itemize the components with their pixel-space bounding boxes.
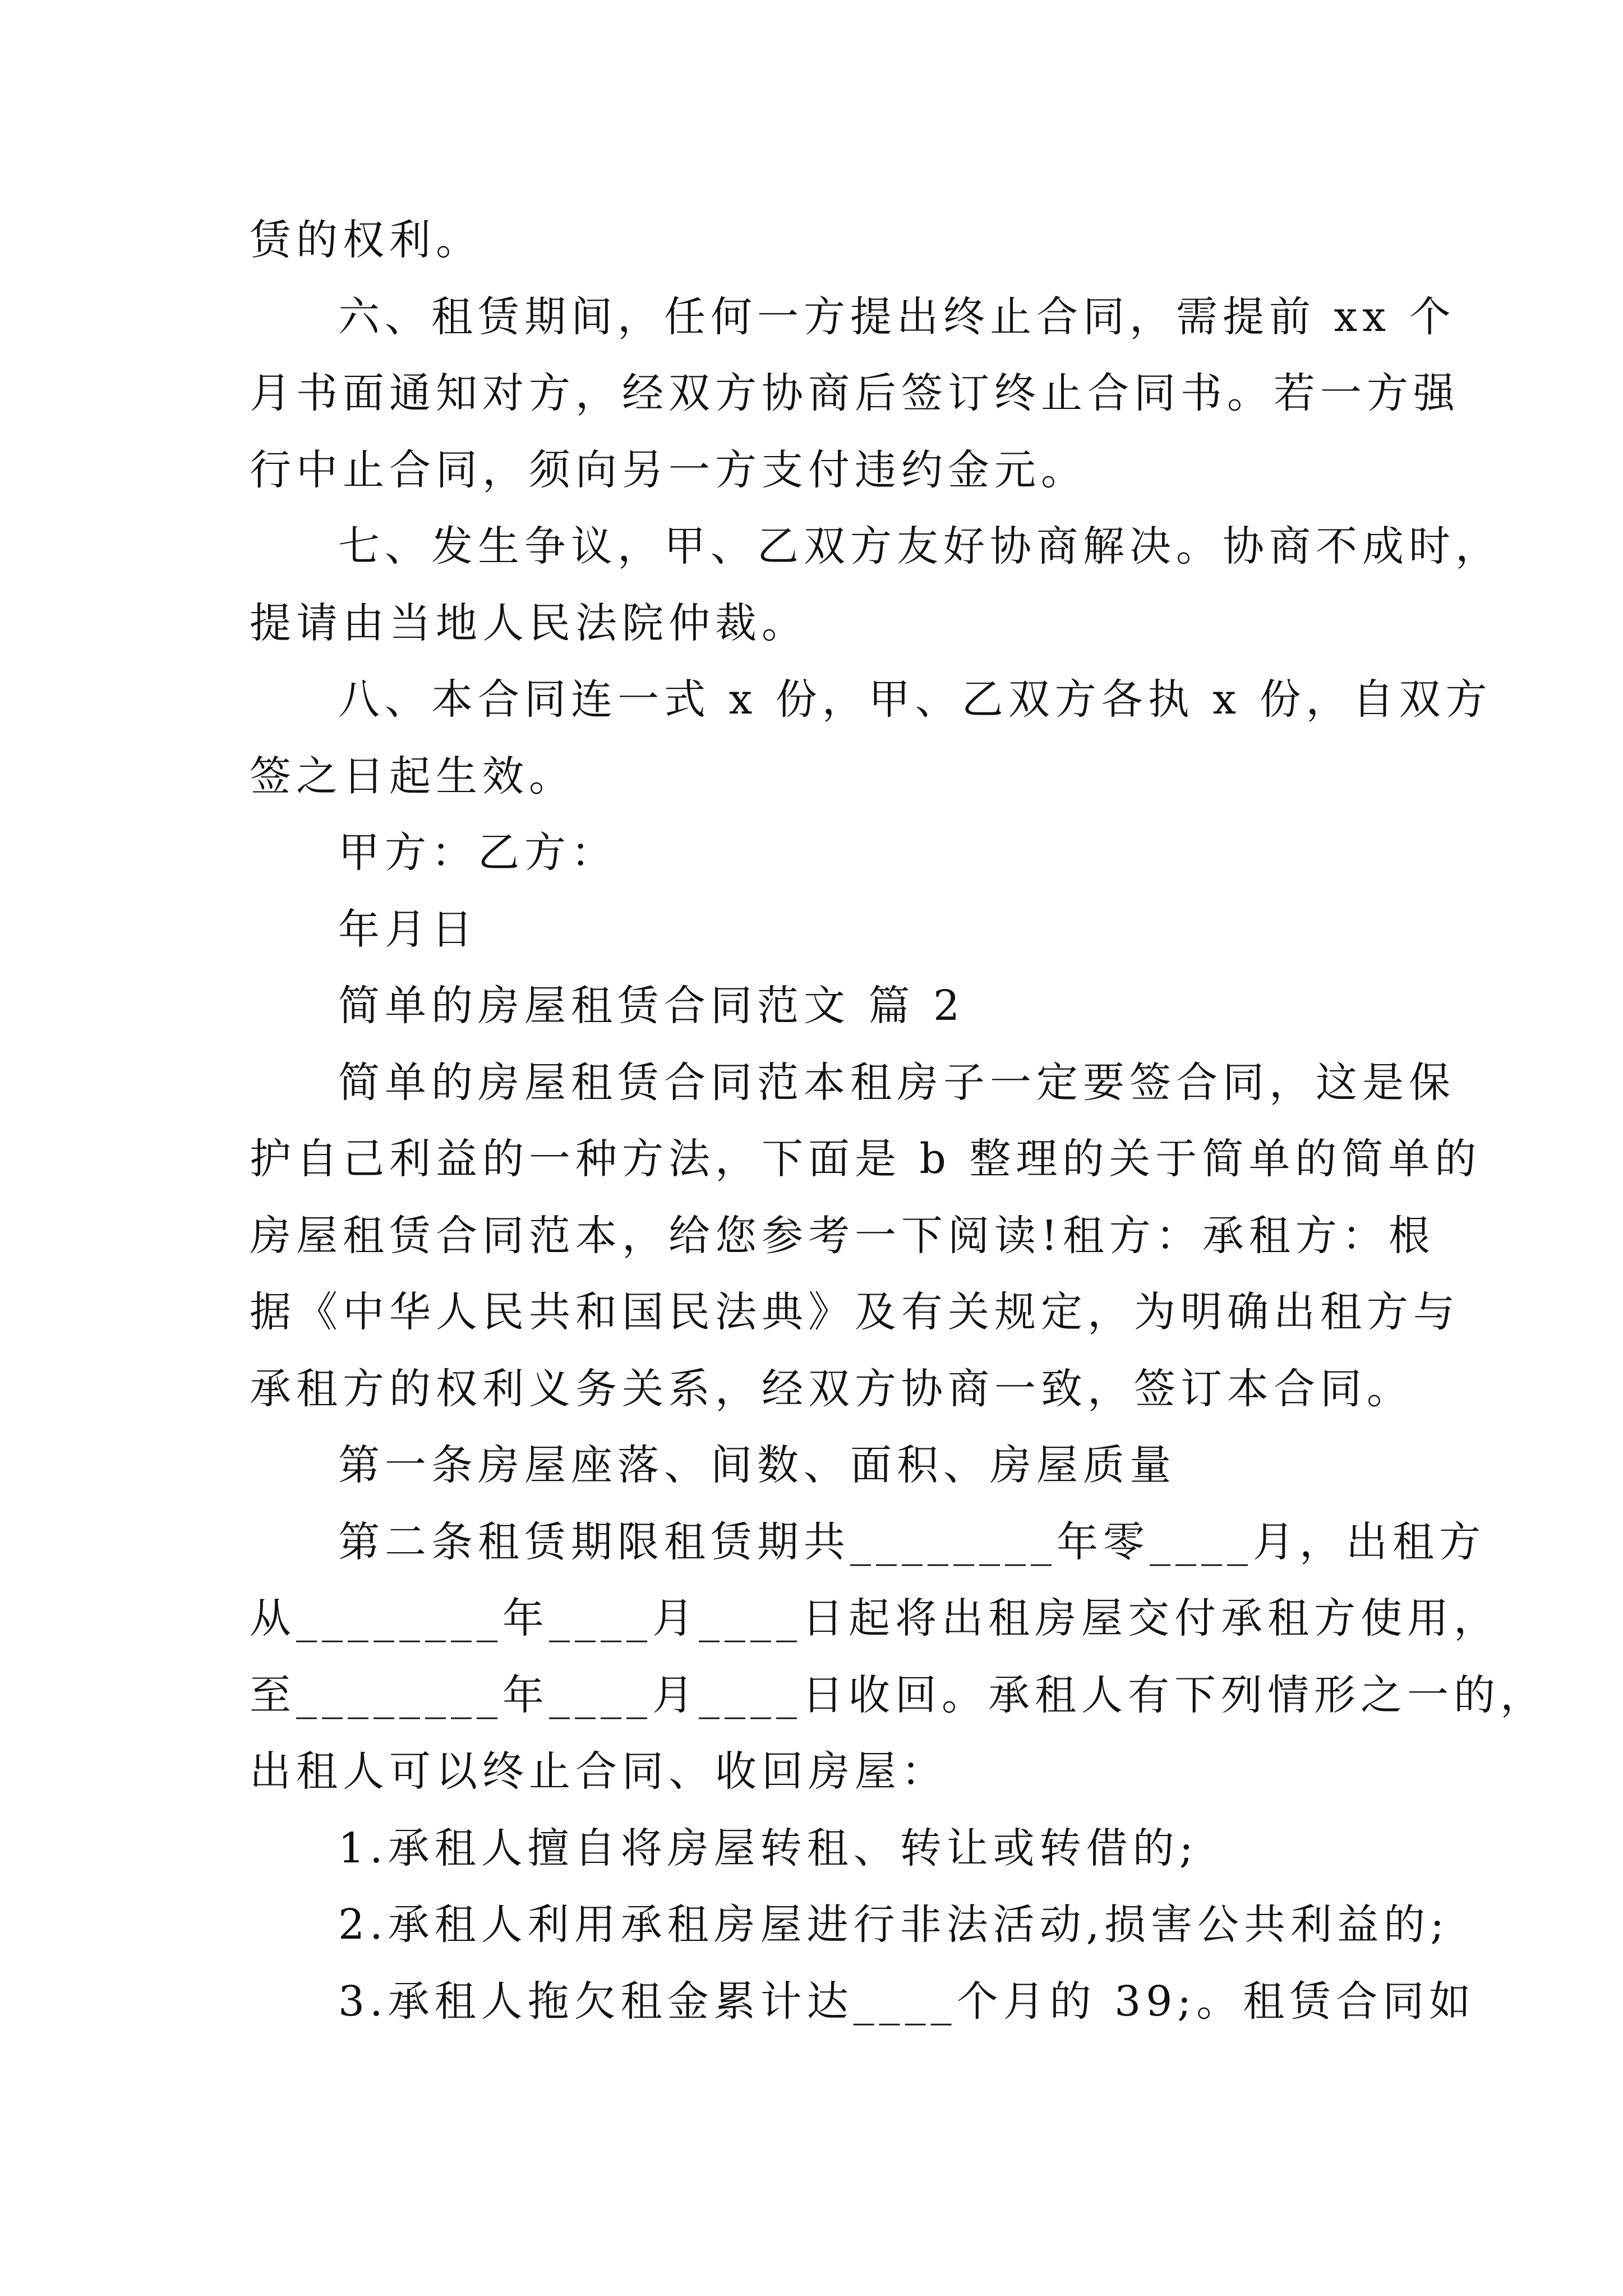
text-line: 赁的权利。	[250, 216, 482, 264]
text-line: 提请由当地人民法院仲裁。	[250, 599, 808, 647]
text-line: 房屋租赁合同范本，给您参考一下阅读!租方：承租方：根	[250, 1211, 1435, 1260]
text-line: 至________年____月____日收回。承租人有下列情形之一的，	[250, 1671, 1547, 1719]
text-line: 月书面通知对方，经双方协商后签订终止合同书。若一方强	[250, 369, 1460, 417]
text-line: 六、租赁期间，任何一方提出终止合同，需提前 xx 个	[338, 292, 1456, 341]
text-line: 八、本合同连一式 x 份，甲、乙双方各执 x 份，自双方	[338, 675, 1492, 724]
text-line: 2.承租人利用承租房屋进行非法活动,损害公共利益的;	[338, 1901, 1450, 1949]
text-line: 简单的房屋租赁合同范文 篇 2	[338, 982, 965, 1030]
text-line: 从________年____月____日起将出租房屋交付承租方使用，	[250, 1594, 1500, 1642]
text-line: 行中止合同，须向另一方支付违约金元。	[250, 445, 1087, 494]
text-line: 签之日起生效。	[250, 752, 575, 800]
text-line: 简单的房屋租赁合同范本租房子一定要签合同，这是保	[338, 1058, 1455, 1107]
text-line: 七、发生争议，甲、乙双方友好协商解决。协商不成时，	[338, 522, 1502, 570]
text-line: 第一条房屋座落、间数、面积、房屋质量	[338, 1441, 1176, 1489]
text-line: 年月日	[338, 905, 478, 954]
text-line: 甲方：乙方：	[338, 829, 617, 877]
text-line: 出租人可以终止合同、收回房屋：	[250, 1747, 948, 1796]
text-line: 承租方的权利义务关系，经双方协商一致，签订本合同。	[250, 1364, 1413, 1413]
text-line: 护自己利益的一种方法，下面是 b 整理的关于简单的简单的	[250, 1135, 1482, 1183]
document-body	[250, 202, 1547, 2040]
text-line: 1.承租人擅自将房屋转租、转让或转借的;	[338, 1824, 1198, 1872]
text-line: 据《中华人民共和国民法典》及有关规定，为明确出租方与	[250, 1288, 1460, 1336]
text-line: 第二条租赁期限租赁期共________年零____月，出租方	[338, 1517, 1486, 1566]
text-line: 3.承租人拖欠租金累计达____个月的 39;。租赁合同如	[338, 1977, 1476, 2026]
